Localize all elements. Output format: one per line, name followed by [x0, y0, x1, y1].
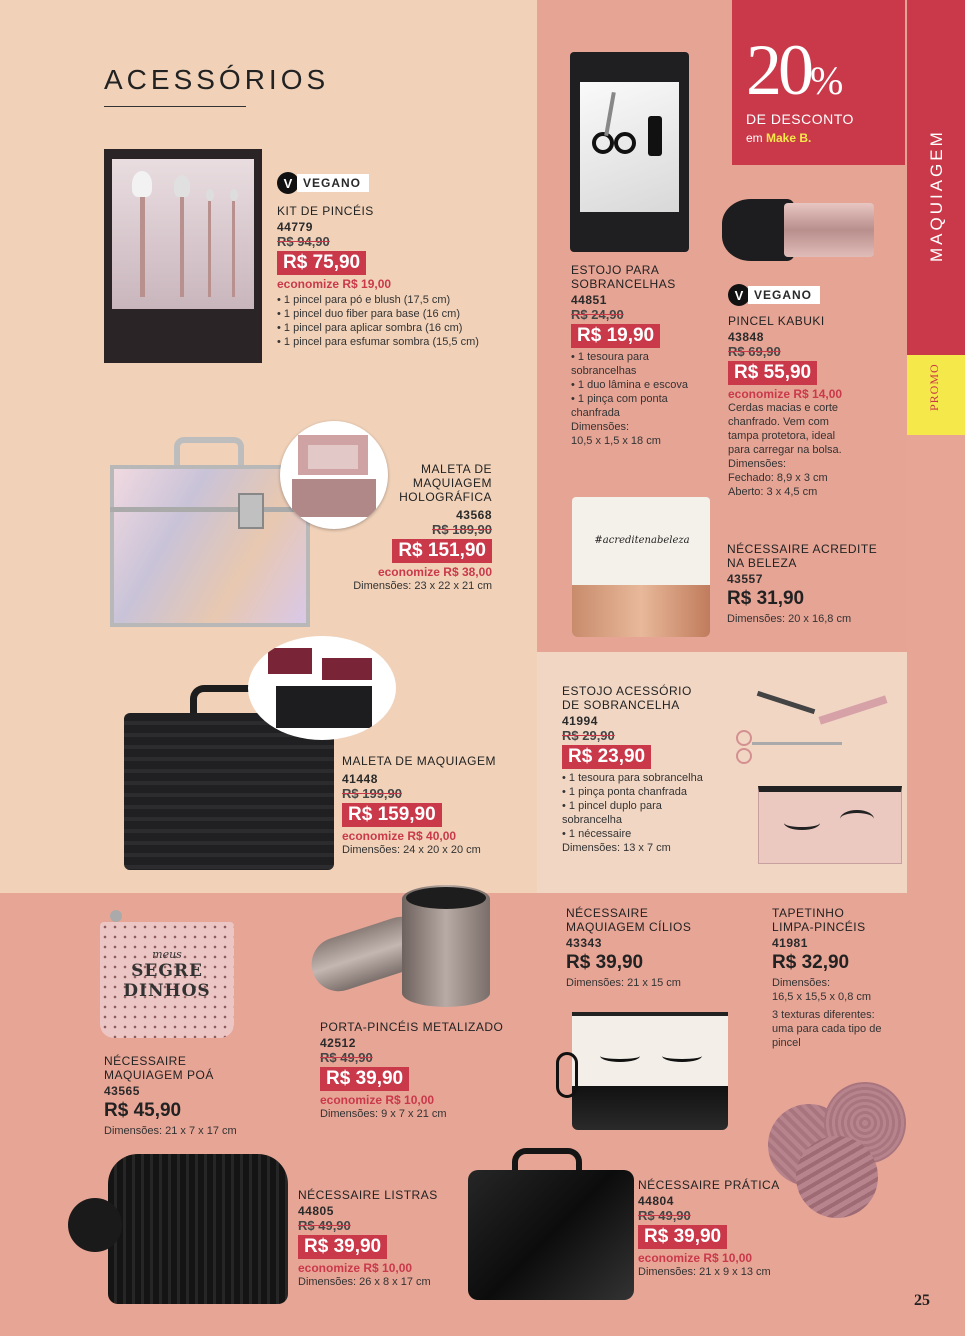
product-pincel-kabuki: [728, 284, 900, 499]
product-code: 44779: [277, 220, 313, 234]
product-name: PORTA-PINCÉIS METALIZADO: [320, 1020, 504, 1034]
side-promo-label: PROMO: [927, 363, 941, 411]
new-price: R$ 39,90: [320, 1067, 409, 1091]
old-price: R$ 29,90: [562, 728, 615, 743]
savings: economize R$ 19,00: [277, 277, 392, 291]
product-necessaire-cilios: NÉCESSAIRE MAQUIAGEM CÍLIOS 43343 R$ 39,90 Dimensões: 21 x 15 cm: [566, 906, 756, 990]
vegan-badge: [728, 284, 900, 306]
discount-percent-sign: %: [810, 58, 844, 103]
product-porta-pinceis: [320, 1020, 550, 1121]
new-price: R$ 55,90: [728, 361, 817, 385]
product-code: 41994: [562, 714, 598, 728]
product-maleta-maquiagem: [342, 754, 532, 857]
discount-line2: em Make B.: [746, 131, 812, 145]
product-name: MALETA DE MAQUIAGEM: [342, 754, 496, 768]
savings: economize R$ 10,00: [638, 1251, 753, 1265]
product-estojo-sobrancelhas: ESTOJO PARA SOBRANCELHAS 44851 R$ 24,90 R$ 19,90 • 1 tesoura para sobrancelhas • 1 duo lâmina e escova • 1 pinça com ponta chanfrada Dimensões: 10,5 x 1,5 x 18 cm: [571, 263, 721, 448]
product-maleta-holografica: MALETA DE MAQUIAGEM HOLOGRÁFICA 43568 R$ 189,90 R$ 151,90 economize R$ 38,00 Dimensões: 23 x 22 x 21 cm: [322, 462, 492, 593]
old-price: R$ 94,90: [277, 234, 330, 249]
old-price: R$ 49,90: [638, 1208, 691, 1223]
product-name: PINCEL KABUKI: [728, 314, 825, 328]
product-details: Dimensões: 16,5 x 15,5 x 0,8 cm 3 texturas diferentes: uma para cada tipo de pincel: [772, 977, 882, 1049]
dimensions: Dimensões: 20 x 16,8 cm: [727, 613, 852, 625]
product-code: 43557: [727, 572, 763, 586]
old-price: R$ 189,90: [432, 522, 492, 537]
savings: economize R$ 14,00: [728, 387, 843, 401]
product-code: 44804: [638, 1194, 674, 1208]
savings: economize R$ 40,00: [342, 829, 457, 843]
poa-bag-image[interactable]: [100, 910, 234, 1038]
product-estojo-acessorio: ESTOJO ACESSÓRIO DE SOBRANCELHA 41994 R$ 29,90 R$ 23,90 • 1 tesoura para sobrancelha • 1 pinça ponta chanfrada • 1 pincel duplo para sobrancelha • 1 nécessaire Dimensões: 13 x 7 cm: [562, 684, 737, 855]
product-necessaire-acredite: NÉCESSAIRE ACREDITE NA BELEZA 43557 R$ 31,90 Dimensões: 20 x 16,8 cm: [727, 542, 905, 626]
dimensions: Dimensões: 9 x 7 x 21 cm: [320, 1108, 447, 1120]
dimensions: Dimensões: 21 x 7 x 17 cm: [104, 1125, 237, 1137]
acredite-bag-image[interactable]: [572, 497, 710, 637]
dimensions: Dimensões: 21 x 9 x 13 cm: [638, 1266, 771, 1278]
dimensions: Dimensões: 23 x 22 x 21 cm: [353, 580, 492, 592]
side-category-label: MAQUIAGEM: [927, 129, 946, 262]
product-code: 43568: [456, 508, 492, 522]
side-category-tab[interactable]: [907, 0, 965, 355]
vegan-icon: V: [277, 172, 299, 194]
product-code: 41448: [342, 772, 378, 786]
title-underline: [104, 106, 246, 107]
product-code: 41981: [772, 936, 808, 950]
price: R$ 39,90: [566, 952, 644, 973]
product-code: 43565: [104, 1084, 140, 1098]
product-details: • 1 pincel para pó e blush (17,5 cm) • 1 pincel duo fiber para base (16 cm) • 1 pincel para aplicar sombra (16 cm) • 1 pincel para esfumar sombra (15,5 cm): [277, 294, 479, 348]
acredite-bag-print: #acreditenabeleza: [594, 535, 690, 546]
price: R$ 32,90: [772, 952, 850, 973]
brand-name: Make B.: [766, 131, 812, 145]
dimensions: Dimensões: 24 x 20 x 20 cm: [342, 844, 481, 856]
product-code: 44851: [571, 293, 607, 307]
product-necessaire-pratica: [638, 1178, 808, 1279]
savings: economize R$ 10,00: [320, 1093, 435, 1107]
vegan-icon: V: [728, 284, 750, 306]
product-tapetinho: TAPETINHO LIMPA-PINCÉIS 41981 R$ 32,90 Dimensões: 16,5 x 15,5 x 0,8 cm 3 texturas diferentes: uma para cada tipo de pincel: [772, 906, 906, 1050]
product-code: 43848: [728, 330, 764, 344]
page-title: ACESSÓRIOS: [104, 64, 330, 95]
price: R$ 31,90: [727, 588, 805, 609]
pratica-bag-image[interactable]: [468, 1148, 634, 1300]
old-price: R$ 199,90: [342, 786, 402, 801]
new-price: R$ 23,90: [562, 745, 651, 769]
page-number: 25: [914, 1292, 930, 1309]
product-necessaire-listras: [298, 1188, 468, 1289]
product-code: 44805: [298, 1204, 334, 1218]
discount-line1: DE DESCONTO: [746, 111, 854, 127]
brush-kit-image[interactable]: [104, 149, 262, 363]
new-price: R$ 19,90: [571, 324, 660, 348]
product-code: 43343: [566, 936, 602, 950]
poa-print-1: meus: [152, 948, 182, 961]
kabuki-brush-image[interactable]: [722, 195, 877, 265]
eyebrow-kit-image[interactable]: [570, 52, 689, 252]
discount-badge: [732, 0, 905, 165]
vegan-label: VEGANO: [748, 286, 820, 304]
new-price: R$ 75,90: [277, 251, 366, 275]
new-price: R$ 39,90: [298, 1235, 387, 1259]
savings: economize R$ 38,00: [377, 565, 492, 579]
listras-bag-image[interactable]: [68, 1148, 288, 1308]
savings: economize R$ 10,00: [298, 1261, 413, 1275]
old-price: R$ 49,90: [298, 1218, 351, 1233]
new-price: R$ 39,90: [638, 1225, 727, 1249]
product-details: Cerdas macias e corte chanfrado. Vem com tampa protetora, ideal para carregar na bolsa. Dimensões: Fechado: 8,9 x 3 cm Aberto: 3 x 4,5 cm: [728, 402, 842, 498]
side-promo-tab[interactable]: [907, 355, 965, 435]
eyebrow-accessory-image[interactable]: [736, 700, 906, 876]
black-case-open-image[interactable]: [248, 636, 396, 740]
old-price: R$ 24,90: [571, 307, 624, 322]
discount-percent: 20: [746, 30, 810, 110]
dimensions: Dimensões: 21 x 15 cm: [566, 977, 681, 989]
dimensions: Dimensões: 26 x 8 x 17 cm: [298, 1276, 431, 1288]
vegan-label: VEGANO: [297, 174, 369, 192]
new-price: R$ 159,90: [342, 803, 442, 827]
brush-holder-image[interactable]: [310, 885, 495, 1010]
price: R$ 45,90: [104, 1100, 182, 1121]
vegan-badge: [277, 172, 537, 194]
product-name: KIT DE PINCÉIS: [277, 204, 374, 218]
poa-print-3: DINHOS: [123, 981, 211, 1001]
product-necessaire-poa: NÉCESSAIRE MAQUIAGEM POÁ 43565 R$ 45,90 Dimensões: 21 x 7 x 17 cm: [104, 1054, 304, 1138]
product-name: NÉCESSAIRE PRÁTICA: [638, 1178, 780, 1192]
product-details: • 1 tesoura para sobrancelha • 1 pinça ponta chanfrada • 1 pincel duplo para sobrancelha • 1 nécessaire Dimensões: 13 x 7 cm: [562, 772, 703, 854]
product-kit-pinceis: [277, 172, 537, 349]
product-details: • 1 tesoura para sobrancelhas • 1 duo lâmina e escova • 1 pinça com ponta chanfrada Dimensões: 10,5 x 1,5 x 18 cm: [571, 351, 688, 447]
new-price: R$ 151,90: [392, 539, 492, 563]
old-price: R$ 49,90: [320, 1050, 373, 1065]
cilios-bag-image[interactable]: [556, 1012, 728, 1130]
poa-print-2: SEGRE: [131, 961, 203, 981]
product-code: 42512: [320, 1036, 356, 1050]
product-name: NÉCESSAIRE LISTRAS: [298, 1188, 438, 1202]
old-price: R$ 69,90: [728, 344, 781, 359]
